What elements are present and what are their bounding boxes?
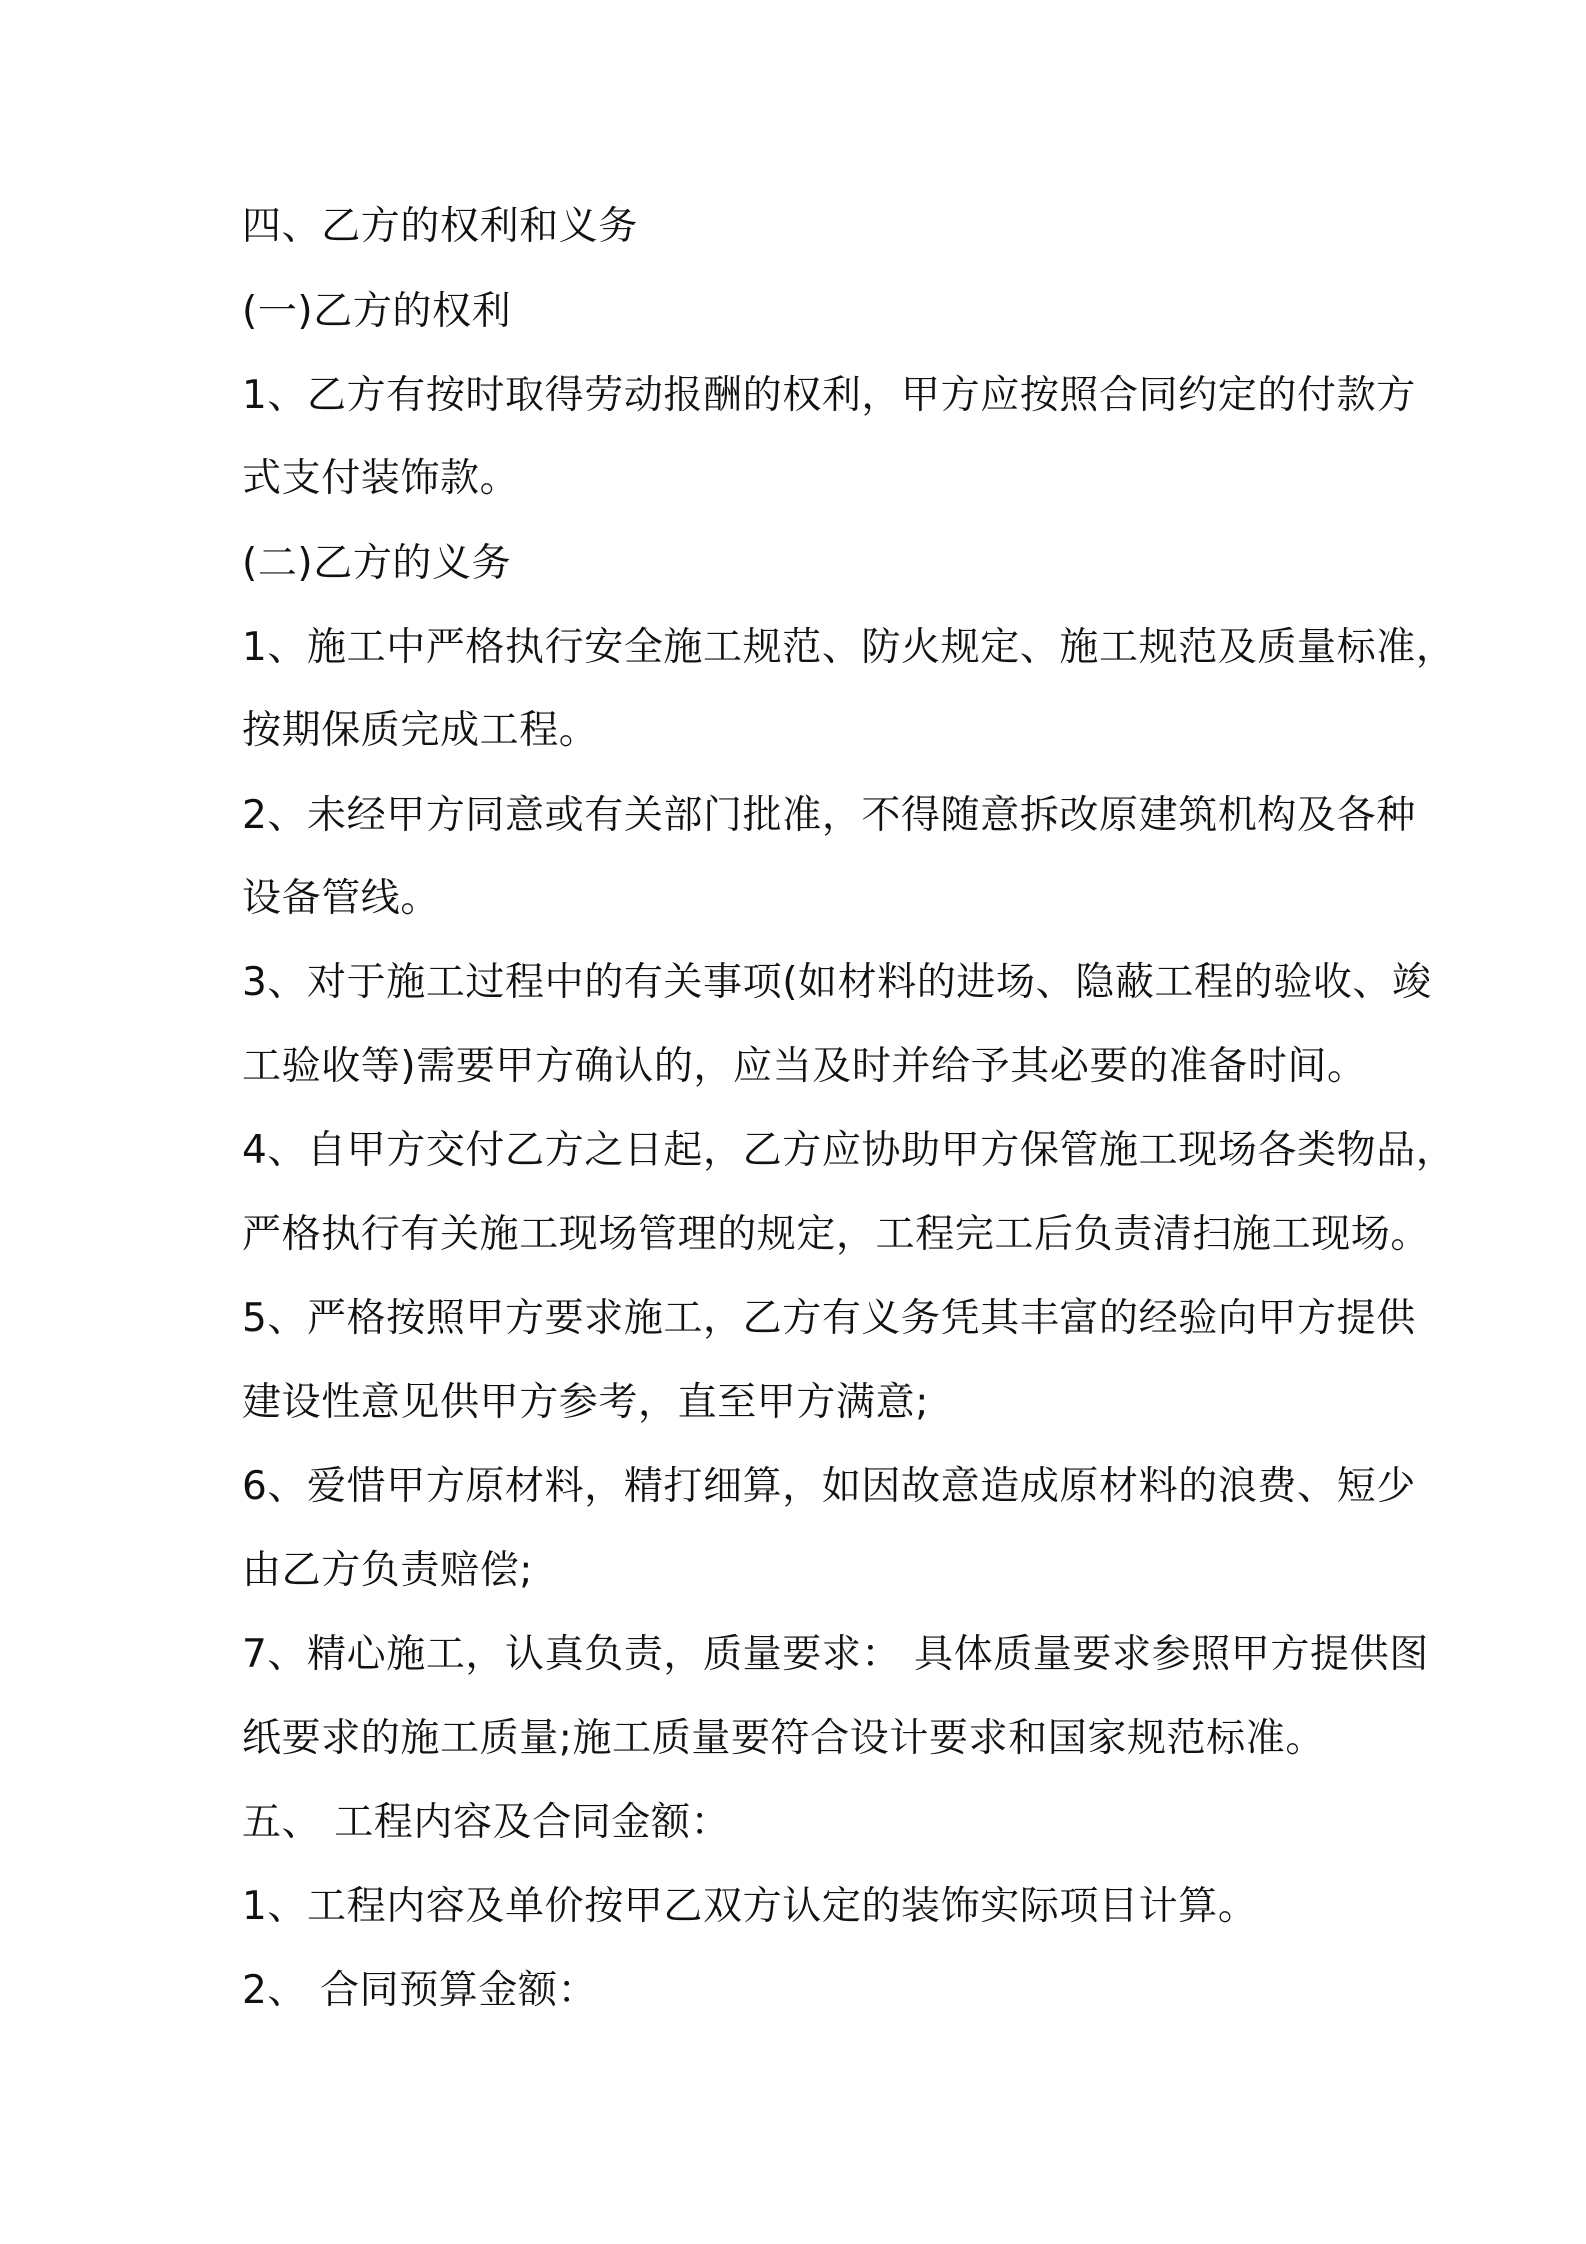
paragraph-line: 1、乙方有按时取得劳动报酬的权利，甲方应按照合同约定的付款方 [242, 373, 1416, 418]
paragraph-line: 6、爱惜甲方原材料，精打细算，如因故意造成原材料的浪费、短少 [242, 1464, 1416, 1509]
paragraph-line: 2、未经甲方同意或有关部门批准，不得随意拆改原建筑机构及各种 [242, 793, 1416, 838]
paragraph-line: 2、 合同预算金额： [242, 1968, 598, 2013]
subsection-heading-party-b-rights: (一)乙方的权利 [242, 289, 512, 334]
paragraph-line: 设备管线。 [242, 876, 441, 921]
paragraph-line: 5、严格按照甲方要求施工，乙方有义务凭其丰富的经验向甲方提供 [242, 1296, 1416, 1341]
paragraph-line: 4、自甲方交付乙方之日起，乙方应协助甲方保管施工现场各类物品， [242, 1128, 1456, 1173]
paragraph-line: 1、工程内容及单价按甲乙双方认定的装饰实际项目计算。 [242, 1884, 1258, 1929]
paragraph-line: 工验收等)需要甲方确认的，应当及时并给予其必要的准备时间。 [242, 1044, 1367, 1089]
paragraph-line: 7、精心施工，认真负责，质量要求： 具体质量要求参照甲方提供图 [242, 1632, 1429, 1677]
paragraph-line: 建设性意见供甲方参考，直至甲方满意; [242, 1380, 929, 1425]
paragraph-line: 纸要求的施工质量;施工质量要符合设计要求和国家规范标准。 [242, 1716, 1325, 1761]
section-heading-project-content-amount: 五、 工程内容及合同金额： [242, 1800, 731, 1845]
paragraph-line: 按期保质完成工程。 [242, 708, 599, 753]
subsection-heading-party-b-obligations: (二)乙方的义务 [242, 541, 512, 586]
paragraph-line: 严格执行有关施工现场管理的规定，工程完工后负责清扫施工现场。 [242, 1212, 1431, 1257]
paragraph-line: 由乙方负责赔偿; [242, 1548, 533, 1593]
paragraph-line: 1、施工中严格执行安全施工规范、防火规定、施工规范及质量标准， [242, 625, 1456, 670]
paragraph-line: 式支付装饰款。 [242, 456, 520, 501]
paragraph-line: 3、对于施工过程中的有关事项(如材料的进场、隐蔽工程的验收、竣 [242, 960, 1432, 1005]
section-heading-party-b-rights-obligations: 四、乙方的权利和义务 [242, 204, 639, 249]
